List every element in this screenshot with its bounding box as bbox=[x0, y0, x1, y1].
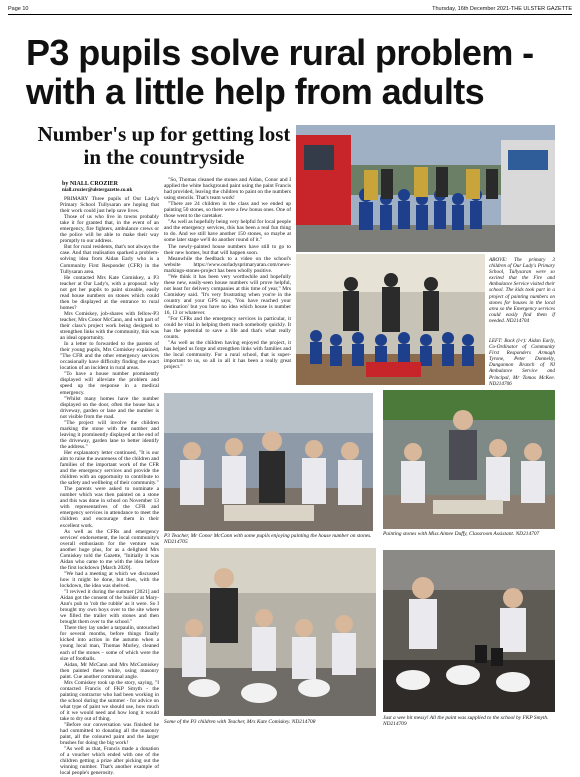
caption-classroom-assistant: Painting stones with Miss Aimee Duffy, Classroom Assistant. ND214707 bbox=[383, 531, 540, 537]
article-paragraph: "The project will involve the children marking the stone with the number and leaving it prominently displayed at the end of the driveway, garden lane to better identify the address." bbox=[60, 419, 159, 450]
caption-teacher-mccann: P3 Teacher, Mr Conor McCann with some pupils enjoying painting the house number on stones. ND214705 bbox=[164, 533, 372, 545]
article-paragraph: Aidan, Mr McCann and Mrs McComiskey then painted these white, using masonry paint. Cue another communal angle. bbox=[60, 661, 159, 680]
article-paragraph: Meanwhile the feedback to a video on the school's website https://www.ourladysprimaryaran.com/news-markings-stones-project has been wholly positive. bbox=[164, 255, 291, 274]
photo-classroom-assistant bbox=[383, 390, 555, 529]
caption-mrs-comiskey: Some of the P3 children with Teacher, Mrs Kate Comiskey. ND214708 bbox=[164, 719, 316, 725]
article-paragraph: As well as the CFRs and emergency services' endorsement, the local community's overall enthusiasm for the venture was another huge plus, for as a delighted Mrs Comiskey told the Gazette, "Initially it was Aidan who came to me with the idea before the first lockdown [March 2020]. bbox=[60, 528, 159, 571]
page-number: Page 10 bbox=[8, 6, 29, 12]
article-paragraph: Mrs Comiskey, job-shares with fellow-P3 teacher, Mrs Conor McCann, and with part of their class's project work being designed to strengthen links with the community, this was an ideal opportunity. bbox=[60, 310, 159, 342]
article-paragraph: There they lay under a tarpaulin, untouched for several months, before things finally kicked into action in the autumn when a young local man, Thomas Murley, cleaned each of the stones – some of which were the size of footballs. bbox=[60, 625, 159, 662]
article-column-1 bbox=[60, 196, 159, 777]
page-header bbox=[8, 6, 572, 15]
article-paragraph: But for rural residents, that's not always the case. And that realisation sparked a problem-solving idea from Aidan Early who is a Community First Responder (CFR) in the Tullysaran area. bbox=[60, 244, 159, 275]
caption-left-back: LEFT: Back (l-r): Aidan Early, Co-Ordinator of Community First Responders Armagh Tyrone, Peter Donnelly, Dungannon Branch of NI Ambulance Service and Principal, Mr Tomas McKee. ND214706 bbox=[489, 338, 555, 387]
article-paragraph: "Whilst many homes have the number displayed on the door, often the house has a driveway, garden or lane and the number is not visible from the road. bbox=[60, 395, 159, 420]
article-paragraph: "As well as hopefully being very helpful for local people and the emergency services, this has been a real fun thing to do. And we still have another 150 stones, so maybe at some later stage we'll do another round of it." bbox=[164, 219, 291, 244]
article-paragraph: The parents were asked to nominate a number which was then painted on a stone and this was done in school on November 13 with representatives of the CFR and emergency services in attendance to meet the children and encourage them in their excellent work. bbox=[60, 486, 159, 529]
article-paragraph: "For CFRs and the emergency services in particular, it could be vital in helping them reach somebody quickly. It has the potential to save a life and that's what really counts. bbox=[164, 316, 291, 341]
dateline: Thursday, 16th December 2021-THE ULSTER GAZETTE bbox=[432, 6, 572, 12]
article-paragraph: In a letter to forwarded to the parents of their young pupils, Mrs Comiskey explained, "The CFR and the other emergency services occasionally have difficulty finding the exact location of an incident in rural areas. bbox=[60, 341, 159, 372]
article-paragraph: PRIMARY Three pupils of Our Lady's Primary School Tullysaran are hoping that their work could just help save lives. bbox=[60, 196, 159, 215]
article-column-2 bbox=[164, 177, 291, 390]
article-paragraph: "We think it has been very worthwhile and hopefully these new, easily-seen house numbers will prove helpful, not least for delivery companies at this time of year," Mrs Comiskey said. "It's very frustrating when you're in the country and your GPS says, 'You have reached your destination' but you have no idea which house is number 16, 13 or whatever. bbox=[164, 273, 291, 317]
photo-messy-painting bbox=[383, 550, 555, 712]
article-paragraph: Mrs Comiskey took up the story, saying, "I contacted Francis of FKP Smyth - the painting contractor who had been working in the school during the summer - for advice on what type of paint we should use, how much of it we would need and how long it would take to dry out of thing. bbox=[60, 679, 159, 723]
photo-teacher-mccann bbox=[164, 393, 373, 531]
photo-emergency-services bbox=[296, 125, 555, 252]
article-paragraph: "I revived it during the summer [2021] and Aidan got the consent of the builder at Mary-Ann's pub to 'rob the rubble' as it were. So I brought my own boys over to the site where we filled the trailer with stones and then brought them over to the school." bbox=[60, 589, 159, 626]
article-paragraph: The newly-painted house numbers have still to go to their new homes, but that will happen soon. bbox=[164, 243, 291, 256]
subheadline: Number's up for getting lost in the countryside bbox=[37, 122, 291, 169]
article-paragraph: "Before our conversation was finished he had committed to donating all the masonry paint, all the coloured paint and the larger brushes for doing the big work! bbox=[60, 722, 159, 747]
caption-messy-painting: Just a wee bit messy! All the paint was supplied to the school by FKP Smyth. ND214709 bbox=[383, 715, 549, 727]
byline: by NIALL CROZIER bbox=[62, 181, 119, 187]
caption-above: ABOVE: The primary 3 children of Our Lady's Primary School, Tullysaran were so excited that the Fire and Ambulance Service visited their school. The kids took part in a project of painting numbers on stones for houses in the local area so the Emergency services could easily find them if needed. ND214704 bbox=[489, 257, 555, 324]
photo-classroom-officials bbox=[296, 254, 485, 385]
article-paragraph: Those of us who live in towns probably take it for granted that, in the event of an emergency, fire fighters, ambulance crews or the police will be able to make their way promptly to our address. bbox=[60, 214, 159, 245]
photo-mrs-comiskey bbox=[164, 548, 376, 716]
article-paragraph: "As well as that, Francis made a donation of a voucher which ended with one of the children getting a prize after picking out the winning number. That's another example of local people's generosity. bbox=[60, 746, 159, 777]
article-paragraph: "We had a meeting at which we discussed how it might be done, but then, with the lockdown, the idea was shelved. bbox=[60, 570, 159, 589]
article-paragraph: He contacted Mrs Kate Comiskey, a P3 teacher at Our Lady's, with a proposal: why not get her pupils to paint sizeable, easily read house numbers on stones which could then be displayed at the entrance to rural homes? bbox=[60, 274, 159, 311]
article-paragraph: "So, Thomas cleaned the stones and Aidan, Conor and I applied the white background paint using the paint Francis had provided, leaving the children to paint on the numbers using stencils. That's team work! bbox=[164, 177, 291, 202]
headline: P3 pupils solve rural problem - with a little help from adults bbox=[26, 32, 534, 112]
article-paragraph: "As well as the children having enjoyed the project, it has helped us forge and strengthen links with families and the local community. For a rural school, that is super-important to us, so all in all it has been a really great project." bbox=[164, 340, 291, 371]
article-paragraph: Her explanatory letter continued, "It is our aim to raise the awareness of the children and families of the important work of the CFR and the emergency services and provide the children with an opportunity to contribute to the safety and wellbeing of their community." bbox=[60, 449, 159, 487]
article-paragraph: "To have a house number prominently displayed will alleviate the problem and speed up the response in a medical emergency. bbox=[60, 371, 159, 396]
author-email: niall.crozier@ulstergazette.co.uk bbox=[62, 188, 133, 193]
article-paragraph: "There are 24 children in the class and we ended up painting 50 stones, so there were a few bonus ones. One of those went to the caretaker. bbox=[164, 201, 291, 220]
